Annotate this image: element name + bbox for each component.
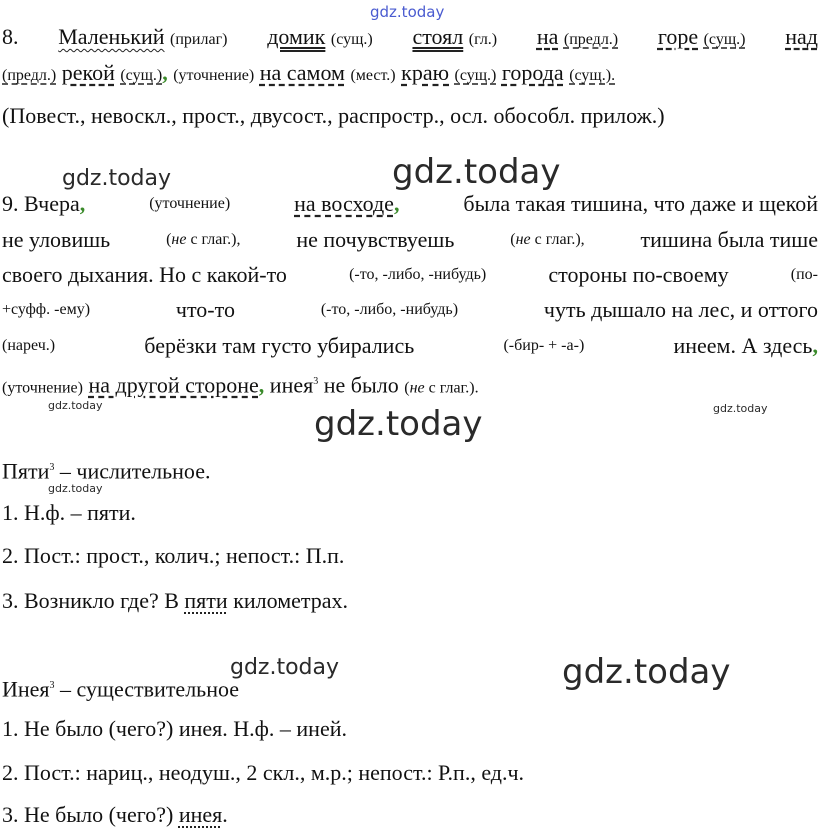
pos-note: (гл.) <box>468 31 498 48</box>
text-fragment: 3. Возникло где? В <box>2 588 179 613</box>
pos-note: (сущ.) <box>454 67 497 84</box>
sentence-9-line-5 <box>2 333 818 359</box>
clarification-note: (уточнение) <box>149 195 231 212</box>
text-fragment: стороны по-своему <box>548 262 729 287</box>
note-part: не <box>515 231 531 248</box>
footnote-mark: 3 <box>49 680 55 691</box>
word-na-voskhode: на восходе <box>294 191 394 216</box>
sentence-9-line-2 <box>2 227 818 253</box>
sentence-9-line-1 <box>2 191 818 217</box>
word-rekoy: рекой <box>61 60 115 85</box>
noun-word: Инея <box>2 676 50 702</box>
text-fragment: была такая тишина, что даже и щекой <box>463 191 818 216</box>
word-malenkiy: Маленький <box>58 24 165 49</box>
sentence-number: 8. <box>2 24 19 49</box>
text-fragment: чуть дышало на лес, и оттого <box>543 297 818 322</box>
comma-mark: , <box>812 333 818 358</box>
watermark-top: gdz.today <box>370 3 445 21</box>
pos-note: (сущ.) <box>330 31 373 48</box>
morpheme-note: (-то, -либо, -нибудь) <box>320 301 459 318</box>
note-part: с глаг.). <box>428 379 479 397</box>
noun-heading-rest: – существительное <box>60 676 240 702</box>
pos-note: (сущ.). <box>569 67 616 84</box>
word-ineya: инея <box>269 372 314 398</box>
pos-note: (мест.) <box>350 67 396 84</box>
text-fragment: не почувствуешь <box>296 227 455 252</box>
text-fragment: километрах. <box>233 588 349 613</box>
text-fragment: не уловишь <box>2 227 111 252</box>
word-ineya: инея <box>178 802 223 827</box>
note-part: не <box>171 231 187 248</box>
numeral-point-2: 2. Пост.: прост., колич.; непост.: П.п. <box>2 543 345 568</box>
word-nad: над <box>785 24 818 49</box>
watermark-small: gdz.today <box>713 402 768 415</box>
text-fragment: берёзки там густо убирались <box>144 333 415 358</box>
numeral-title <box>2 455 210 484</box>
footnote-mark: 3 <box>313 376 319 387</box>
watermark-small: gdz.today <box>48 399 103 412</box>
sentence-9-line-3 <box>2 262 818 288</box>
comma-mark: , <box>79 191 86 216</box>
watermark-medium: gdz.today <box>230 655 340 680</box>
sentence-9-line-4 <box>2 297 818 323</box>
numeral-point-3 <box>2 588 348 614</box>
text-fragment: . <box>222 802 228 827</box>
text-fragment: инеем. А здесь <box>673 333 813 358</box>
note-part: ( <box>166 231 172 248</box>
pos-note: (предл.) <box>2 67 57 84</box>
word-domik: домик <box>267 24 326 49</box>
noun-point-3 <box>2 802 228 828</box>
clarification-note: (уточнение) <box>173 67 255 84</box>
sentence-8-line-2 <box>2 60 615 89</box>
text-fragment: 3. Не было (чего?) <box>2 802 174 827</box>
word-na-samom: на самом <box>259 60 345 85</box>
comma-mark: , <box>258 372 265 398</box>
watermark-large: gdz.today <box>562 652 731 692</box>
morpheme-note: (-бир- + -а-) <box>503 337 585 354</box>
pos-note: (сущ.) <box>703 31 746 48</box>
pos-note: (нареч.) <box>2 337 56 354</box>
word-stoyal: стоял <box>412 24 464 49</box>
word-gore: горе <box>657 24 699 49</box>
word-goroda: города <box>501 60 564 85</box>
word-pyati: пяти <box>184 588 228 613</box>
text-fragment: тишина была тише <box>640 227 818 252</box>
note-part: ( <box>404 379 410 397</box>
noun-title <box>2 673 239 702</box>
word-na: на <box>536 24 559 49</box>
note-part: с глаг.), <box>190 231 241 248</box>
note-part: ( <box>510 231 516 248</box>
pos-note: (прилаг) <box>170 31 228 48</box>
text-fragment: что-то <box>175 297 235 322</box>
comma-mark: , <box>393 191 400 216</box>
watermark-large: gdz.today <box>392 152 561 192</box>
morpheme-note: +суфф. -ему) <box>2 301 91 318</box>
pos-note: (предл.) <box>563 31 619 48</box>
sentence-9-line-6 <box>2 369 479 401</box>
sentence-8-line-1 <box>2 24 818 53</box>
text-fragment: 9. Вчера <box>2 191 80 216</box>
morpheme-note: (-то, -либо, -нибудь) <box>349 266 487 283</box>
numeral-word: Пяти <box>2 458 50 484</box>
sentence-8-analysis: (Повест., невоскл., прост., двусост., распростр., осл. обособл. прилож.) <box>2 103 665 128</box>
numeral-heading-rest: – числительное. <box>59 458 211 484</box>
word-krayu: краю <box>401 60 450 85</box>
footnote-mark: 3 <box>49 462 55 473</box>
text-fragment: своего дыхания. Но с какой-то <box>2 262 287 287</box>
noun-point-2: 2. Пост.: нариц., неодуш., 2 скл., м.р.; непост.: Р.п., ед.ч. <box>2 760 525 785</box>
text-fragment: не было <box>323 372 399 398</box>
morpheme-note: (по- <box>790 266 818 283</box>
watermark-small: gdz.today <box>48 482 103 495</box>
note-part: с глаг.), <box>534 231 585 248</box>
watermark-medium: gdz.today <box>62 166 172 191</box>
pos-note: (сущ.) <box>120 67 163 84</box>
noun-point-1: 1. Не было (чего?) инея. Н.ф. – иней. <box>2 716 347 741</box>
comma-mark: , <box>162 60 168 85</box>
numeral-point-1: 1. Н.ф. – пяти. <box>2 500 136 525</box>
phrase-na-drugoy-storone: на другой стороне <box>88 372 259 398</box>
watermark-large: gdz.today <box>314 404 483 444</box>
clarification-note: (уточнение) <box>2 379 83 397</box>
note-part: не <box>409 379 425 397</box>
